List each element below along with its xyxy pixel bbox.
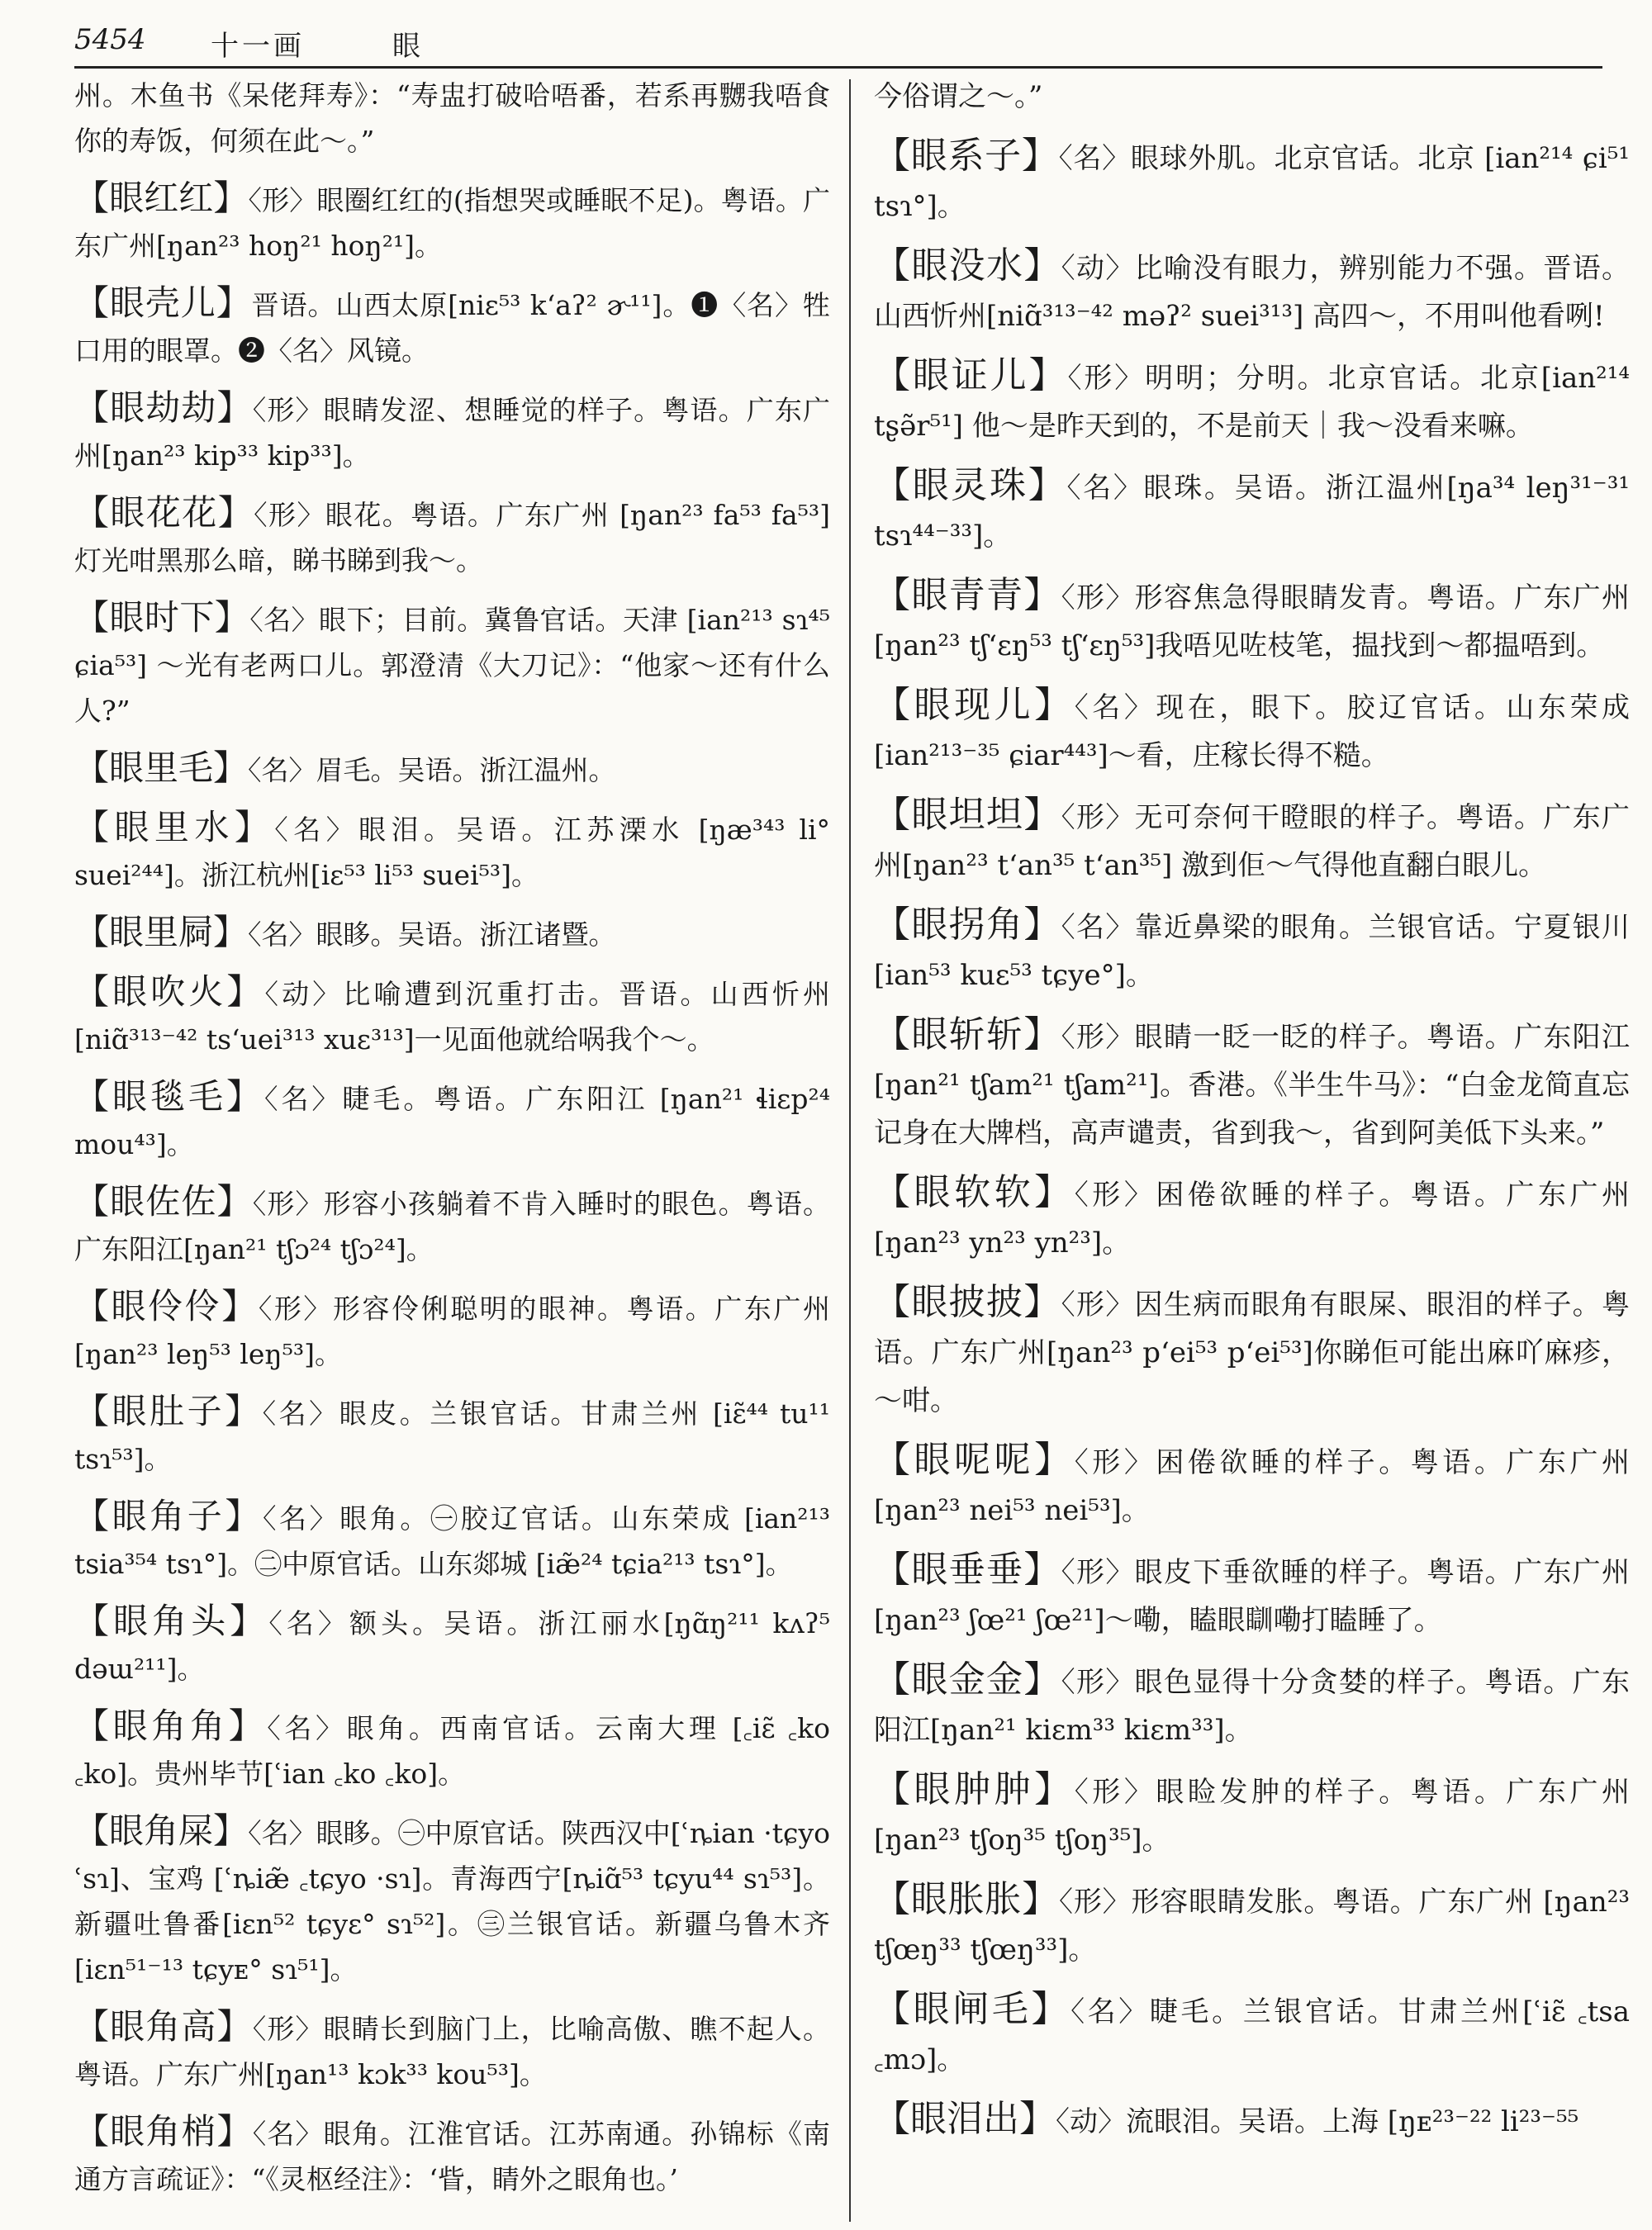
dictionary-entry	[74, 745, 830, 793]
entry-definition: 〈形〉因生病而眼角有眼屎、眼泪的样子。粤语。广东广州[ŋan²³ pʻei⁵³ pʻei⁵³]你睇佢可能出麻吖麻疹，～咁。	[874, 1288, 1631, 1417]
entry-headword: 【眼里毛】	[74, 747, 249, 788]
entry-definition: 〈名〉眼角。㊀胶辽官话。山东荣成 [ian²¹³ tsia³⁵⁴ tsɿ°]。㊁中原官话。山东郯城 [iæ̃²⁴ tɕia²¹³ tsɿ°]。	[74, 1502, 830, 1580]
entry-definition: 〈形〉眼色显得十分贪婪的样子。粤语。广东阳江[ŋan²¹ kiɛm³³ kiɛm³³]。	[874, 1666, 1631, 1747]
right-column	[874, 73, 1630, 2157]
dictionary-entry	[74, 175, 830, 268]
entry-definition: 〈形〉无可奈何干瞪眼的样子。粤语。广东广州[ŋan²³ tʻan³⁵ tʻan³⁵] 激到佢～气得他直翻白眼儿。	[874, 801, 1631, 882]
entry-definition: 〈形〉形容小孩躺着不肯入睡时的眼色。粤语。广东阳江[ŋan²¹ tʃɔ²⁴ tʃɔ²⁴]。	[74, 1188, 830, 1265]
dictionary-entry	[74, 490, 830, 583]
entry-headword: 【眼证儿】	[874, 354, 1068, 396]
entry-headword: 【眼劫劫】	[74, 387, 253, 428]
page-number: 5454	[74, 23, 146, 56]
entry-definition: 〈名〉眼角。江淮官话。江苏南通。孙锦标《南通方言疏证》：“《灵枢经注》：‘眥，睛外之眼角也。’	[74, 2118, 830, 2195]
dictionary-entry	[874, 791, 1630, 890]
dictionary-entry	[74, 385, 830, 478]
dictionary-entry	[74, 1493, 830, 1587]
dictionary-entry	[874, 242, 1630, 340]
entry-headword: 【眼没水】	[874, 244, 1061, 287]
dictionary-entry	[874, 1546, 1630, 1644]
entry-definition: 〈名〉眼皮。兰银官话。甘肃兰州 [iɛ̃⁴⁴ tu¹¹ tsɿ⁵³]。	[74, 1397, 830, 1475]
dictionary-entry	[74, 1388, 830, 1482]
entry-headword: 【眼里水】	[74, 807, 275, 847]
dictionary-entry	[74, 1283, 830, 1377]
entry-definition: 〈名〉额头。吴语。浙江丽水[ŋɑ̃ŋ²¹¹ kʌʔ⁵ dəɯ²¹¹]。	[74, 1607, 830, 1685]
entry-headword: 【眼角高】	[74, 2006, 253, 2047]
entry-definition: 〈形〉困倦欲睡的样子。粤语。广东广州[ŋan²³ nei⁵³ nei⁵³]。	[874, 1446, 1631, 1527]
entry-definition: 〈动〉比喻没有眼力，辨别能力不强。晋语。山西忻州[niɑ̃³¹³⁻⁴² məʔ² suei³¹³] 高四～，不用叫他看咧!	[874, 252, 1631, 333]
entry-headword: 【眼红红】	[74, 178, 249, 218]
entry-headword: 【眼角屎】	[74, 1810, 249, 1851]
dictionary-entry	[74, 1808, 830, 1992]
entry-headword: 【眼呢呢】	[874, 1439, 1075, 1481]
dictionary-entry	[74, 1179, 830, 1272]
entry-definition: 〈名〉眼泪。吴语。江苏溧水 [ŋæ³⁴³ li° suei²⁴⁴]。浙江杭州[iɛ⁵³ li⁵³ suei⁵³]。	[74, 814, 830, 891]
dictionary-entry	[874, 1766, 1630, 1864]
dictionary-entry	[874, 352, 1630, 450]
entry-definition: 〈名〉眼角。西南官话。云南大理 [꜀iɛ̃ ꜀ko ꜀ko]。贵州毕节[ʿian ꜀ko ꜀ko]。	[74, 1712, 830, 1790]
entry-headword: 【眼灵珠】	[874, 464, 1067, 506]
dictionary-entry	[74, 969, 830, 1062]
entry-definition: 〈动〉比喻遭到沉重打击。晋语。山西忻州 [niɑ̃³¹³⁻⁴² tsʻuei³¹³ xuɛ³¹³]一见面他就给㖞我个～。	[74, 978, 830, 1056]
entry-headword: 【眼花花】	[74, 492, 254, 533]
entry-headword: 【眼伶伶】	[74, 1286, 259, 1326]
section-label: 十一画	[211, 30, 305, 63]
dictionary-entry	[74, 909, 830, 957]
entry-definition: 〈形〉眼花。粤语。广东广州 [ŋan²³ fa⁵³ fa⁵³]灯光咁黑那么暗，睇书睇到我～。	[74, 499, 830, 576]
entry-definition: 〈形〉困倦欲睡的样子。粤语。广东广州[ŋan²³ yn²³ yn²³]。	[874, 1179, 1631, 1260]
dictionary-entry	[874, 462, 1630, 560]
entry-headword: 【眼青青】	[874, 574, 1061, 616]
entry-headword: 【眼泪出】	[874, 2098, 1056, 2140]
dictionary-entry	[74, 1703, 830, 1796]
dictionary-entry	[874, 572, 1630, 670]
entry-headword: 【眼坦坦】	[874, 794, 1061, 836]
entry-headword: 【眼角角】	[74, 1706, 268, 1746]
page-header	[74, 18, 1602, 66]
entry-definition: 〈名〉眼下；目前。冀鲁官话。天津 [ian²¹³ sɿ⁴⁵ ɕia⁵³] ～光有老两口儿。郭澄清《大刀记》：“他家～还有什么人?”	[74, 604, 830, 727]
entry-definition: 〈名〉睫毛。粤语。广东阳江 [ŋan²¹ ɬiɛp²⁴ mou⁴³]。	[74, 1083, 830, 1160]
entry-headword: 【眼闸毛】	[874, 1988, 1071, 2030]
entry-definition: 〈名〉睫毛。兰银官话。甘肃兰州[ʿiɛ̃ ꜀tsa ꜀mɔ]。	[874, 1995, 1630, 2076]
dictionary-entry	[874, 1986, 1630, 2084]
dictionary-entry	[874, 2095, 1630, 2146]
entry-headword: 【眼时下】	[74, 597, 250, 638]
dictionary-entry	[874, 681, 1630, 780]
entry-definition: 晋语。山西太原[niɛ⁵³ kʻaʔ² ɚ¹¹]。❶〈名〉牲口用的眼罩。❷〈名〉风镜。	[74, 289, 830, 367]
entry-definition: 〈形〉眼睛长到脑门上，比喻高傲、瞧不起人。粤语。广东广州[ŋan¹³ kɔk³³ kou⁵³]。	[74, 2013, 830, 2090]
entry-headword: 【眼角头】	[74, 1601, 269, 1641]
entry-definition: 〈名〉眉毛。吴语。浙江温州。	[248, 754, 616, 786]
entry-headword: 【眼肿肿】	[874, 1768, 1075, 1810]
continued-text: 今俗谓之～。”	[874, 80, 1043, 113]
entry-headword: 【眼系子】	[874, 135, 1059, 177]
entry-headword: 【眼佐佐】	[74, 1181, 253, 1222]
dictionary-entry	[74, 1074, 830, 1167]
dictionary-entry	[74, 2109, 830, 2202]
entry-definition: 〈名〉靠近鼻梁的眼角。兰银官话。宁夏银川[ian⁵³ kuɛ⁵³ tɕye°]。	[874, 911, 1631, 992]
entry-definition: 〈名〉眼珠。吴语。浙江温州[ŋa³⁴ leŋ³¹⁻³¹ tsɿ⁴⁴⁻³³]。	[874, 472, 1631, 553]
dictionary-entry	[874, 1436, 1630, 1535]
dictionary-entry	[874, 1656, 1630, 1754]
dictionary-entry	[874, 1011, 1630, 1157]
dictionary-entry	[874, 1169, 1630, 1267]
entry-definition: 〈形〉眼皮下垂欲睡的样子。粤语。广东广州[ŋan²³ ʃœ²¹ ʃœ²¹]～嘞，瞌眼瞓嘞打瞌睡了。	[874, 1556, 1631, 1637]
entry-definition: 〈动〉流眼泪。吴语。上海 [ŋᴇ²³⁻²² li²³⁻⁵⁵	[1056, 2105, 1579, 2138]
entry-definition: 〈形〉形容伶俐聪明的眼神。粤语。广东广州[ŋan²³ leŋ⁵³ leŋ⁵³]。	[74, 1293, 830, 1370]
entry-headword: 【眼角梢】	[74, 2111, 253, 2152]
entry-headword: 【眼肚子】	[74, 1391, 263, 1431]
continued-text: 州。木鱼书《呆佬拜寿》：“寿盅打破哈唔番，若系再嬲我唔食你的寿饭，何须在此～。”	[74, 79, 830, 157]
entry-headword: 【眼软软】	[874, 1171, 1075, 1213]
header-rule	[74, 66, 1602, 69]
dictionary-entry	[874, 901, 1630, 999]
entry-definition: 〈名〉现在，眼下。胶辽官话。山东荣成[ian²¹³⁻³⁵ ɕiar⁴⁴³]～看，庄稼长得不糙。	[874, 691, 1631, 772]
head-character: 眼	[392, 30, 420, 63]
dictionary-entry	[74, 280, 830, 373]
entry-headword: 【眼吹火】	[74, 971, 265, 1012]
entry-headword: 【眼垂垂】	[874, 1549, 1061, 1591]
entry-definition: 〈形〉眼睑发肿的样子。粤语。广东广州[ŋan²³ tʃoŋ³⁵ tʃoŋ³⁵]。	[874, 1776, 1631, 1857]
entry-definition: 〈名〉眼球外肌。北京官话。北京 [ian²¹⁴ ɕi⁵¹ tsɿ°]。	[874, 142, 1630, 223]
entry-definition: 〈形〉形容眼睛发胀。粤语。广东广州 [ŋan²³ tʃœŋ³³ tʃœŋ³³]。	[874, 1886, 1630, 1967]
entry-headword: 【眼壳儿】	[74, 282, 252, 323]
dictionary-entry	[874, 1279, 1630, 1425]
entry-definition: 〈形〉形容焦急得眼睛发青。粤语。广东广州[ŋan²³ tʃʻɛŋ⁵³ tʃʻɛŋ⁵³]我唔见咗枝笔，揾找到～都揾唔到。	[874, 581, 1631, 662]
dictionary-entry	[874, 1876, 1630, 1974]
entry-definition: 〈名〉眼眵。㊀中原官话。陕西汉中[ʿȵian ·tɕyo ʿsɿ]、宝鸡 [ʿȵiæ̃ ꜀tɕyo ·sɿ]。青海西宁[ȵiɑ̃⁵³ tɕyu⁴⁴ sɿ⁵³]。新疆吐鲁番[iɛn⁵² tɕyɛ° sɿ⁵²]。㊂兰银官话。新疆乌鲁木齐[iɛn⁵¹⁻¹³ tɕyᴇ° sɿ⁵¹]。	[74, 1817, 830, 1986]
entry-headword: 【眼披披】	[874, 1281, 1061, 1323]
entry-definition: 〈形〉眼圈红红的(指想哭或睡眠不足)。粤语。广东广州[ŋan²³ hoŋ²¹ hoŋ²¹]。	[74, 184, 830, 262]
entry-headword: 【眼金金】	[874, 1658, 1061, 1701]
dictionary-entry	[74, 804, 830, 898]
entry-headword: 【眼拐角】	[874, 904, 1061, 946]
entry-definition: 〈形〉明明；分明。北京官话。北京[ian²¹⁴ tʂə̃r⁵¹] 他～是昨天到的，不是前天｜我～没看来嘛。	[874, 362, 1631, 443]
entry-headword: 【眼毯毛】	[74, 1076, 264, 1117]
entry-headword: 【眼斩斩】	[874, 1013, 1061, 1056]
entry-headword: 【眼胀胀】	[874, 1878, 1060, 1920]
entry-headword: 【眼角子】	[74, 1496, 263, 1536]
dictionary-entry	[874, 132, 1630, 230]
dictionary-entry	[74, 1598, 830, 1691]
left-column	[74, 73, 830, 2213]
entry-definition: 〈形〉眼睛发涩、想睡觉的样子。粤语。广东广州[ŋan²³ kip³³ kip³³]。	[74, 394, 830, 472]
entry-headword: 【眼里屙】	[74, 912, 249, 952]
entry-definition: 〈名〉眼眵。吴语。浙江诸暨。	[248, 918, 616, 951]
dictionary-entry	[74, 2004, 830, 2097]
entry-definition: 〈形〉眼睛一眨一眨的样子。粤语。广东阳江[ŋan²¹ tʃam²¹ tʃam²¹]。香港。《半生牛马》：“白金龙简直忘记身在大牌档，高声谴责，省到我～，省到阿美低下头来。”	[874, 1021, 1631, 1150]
entry-headword: 【眼现儿】	[874, 684, 1075, 726]
dictionary-entry	[74, 595, 830, 733]
column-divider	[849, 79, 851, 2222]
